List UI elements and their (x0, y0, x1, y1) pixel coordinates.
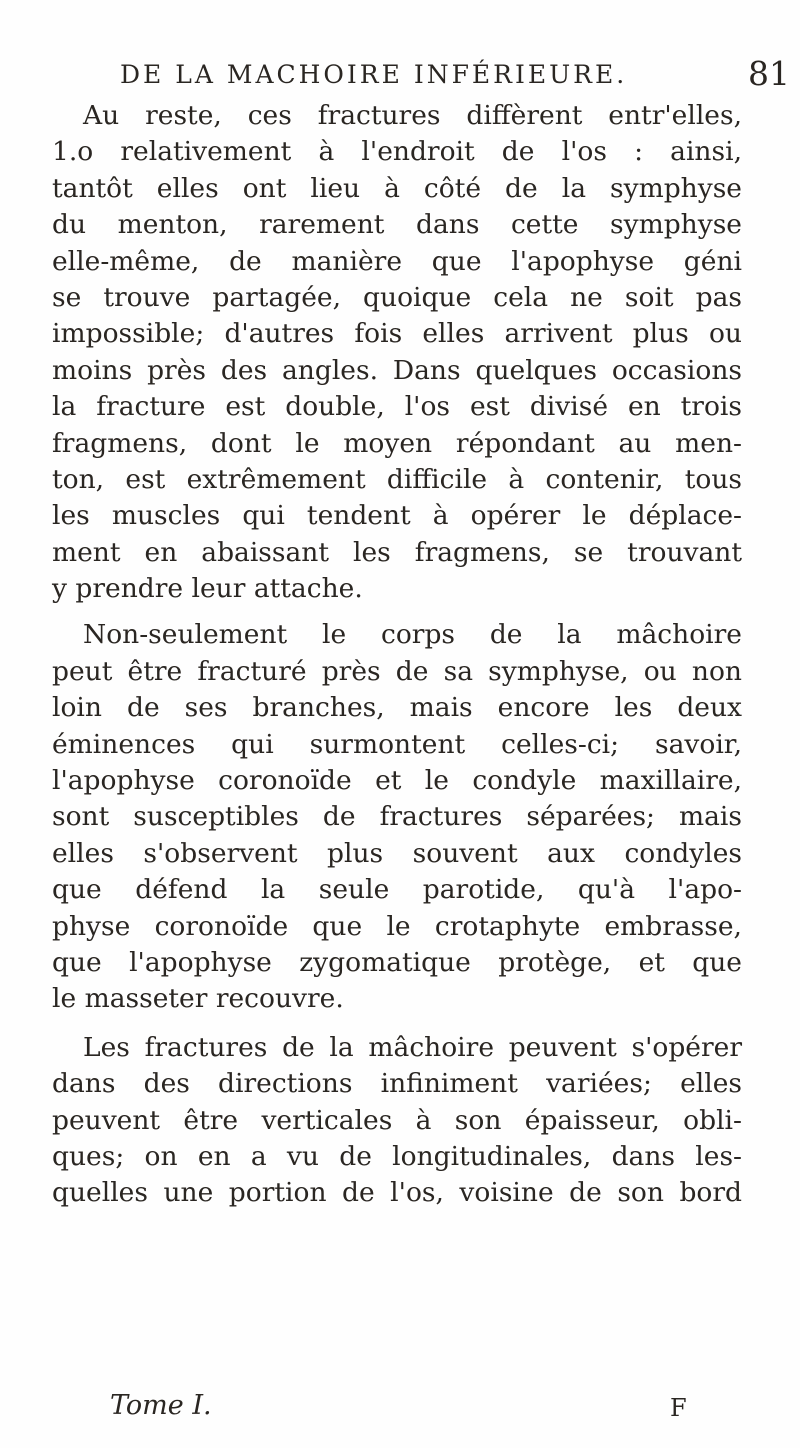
volume-label: Tome I. (110, 1390, 212, 1421)
text-line: moins près des angles. Dans quelques occasions (52, 354, 742, 386)
text-line: tantôt elles ont lieu à côté de la symphyse (52, 172, 742, 204)
text-line: impossible; d'autres fois elles arrivent plus ou (52, 318, 742, 350)
text-line: loin de ses branches, mais encore les deux (52, 692, 742, 724)
text-line: les muscles qui tendent à opérer le déplace- (52, 500, 742, 532)
text-line: fragmens, dont le moyen répondant au men- (52, 427, 742, 459)
body-text (52, 98, 742, 1212)
text-line: peuvent être verticales à son épaisseur, obli- (52, 1104, 742, 1136)
text-line: éminences qui surmontent celles-ci; savoir, (52, 728, 742, 760)
text-line: sont susceptibles de fractures séparées; mais (52, 801, 742, 833)
page-footer (110, 1390, 750, 1426)
text-line: elle-même, de manière que l'apophyse géni (52, 245, 742, 277)
text-line: Au reste, ces fractures diffèrent entr'elles, (83, 100, 742, 131)
text-line: peut être fracturé près de sa symphyse, ou non (52, 655, 742, 687)
text-line: que défend la seule parotide, qu'à l'apo- (52, 874, 742, 906)
text-line: physe coronoïde que le crotaphyte embrasse, (52, 910, 742, 942)
text-line: Non-seulement le corps de la mâchoire (83, 619, 742, 651)
page-number: 81 (748, 54, 790, 93)
text-line: 1.o relativement à l'endroit de l'os : ainsi, (52, 136, 742, 168)
text-line: l'apophyse coronoïde et le condyle maxillaire, (52, 765, 742, 797)
text-line: dans des directions infiniment variées; elles (52, 1068, 742, 1100)
text-line: la fracture est double, l'os est divisé en trois (52, 391, 742, 423)
text-line: ques; on en a vu de longitudinales, dans les- (52, 1140, 742, 1172)
paragraph-3 (52, 1030, 742, 1212)
text-line: du menton, rarement dans cette symphyse (52, 209, 742, 241)
signature-mark: F (670, 1394, 687, 1422)
running-head-title: DE LA MACHOIRE INFÉRIEURE. (120, 60, 628, 89)
text-line: se trouve partagée, quoique cela ne soit pas (52, 281, 742, 313)
text-line: y prendre leur attache. (52, 573, 363, 605)
text-line: elles s'observent plus souvent aux condyles (52, 837, 742, 869)
text-line: quelles une portion de l'os, voisine de son bord (52, 1177, 742, 1209)
text-line: ment en abaissant les fragmens, se trouvant (52, 536, 742, 568)
text-line: ton, est extrêmement difficile à contenir, tous (52, 463, 742, 495)
paragraph-1 (52, 98, 742, 607)
running-head (120, 56, 790, 96)
text-line: le masseter recouvre. (52, 983, 344, 1015)
text-line: Les fractures de la mâchoire peuvent s'opérer (83, 1031, 742, 1063)
text-line: que l'apophyse zygomatique protège, et que (52, 946, 742, 978)
paragraph-2 (52, 617, 742, 1017)
